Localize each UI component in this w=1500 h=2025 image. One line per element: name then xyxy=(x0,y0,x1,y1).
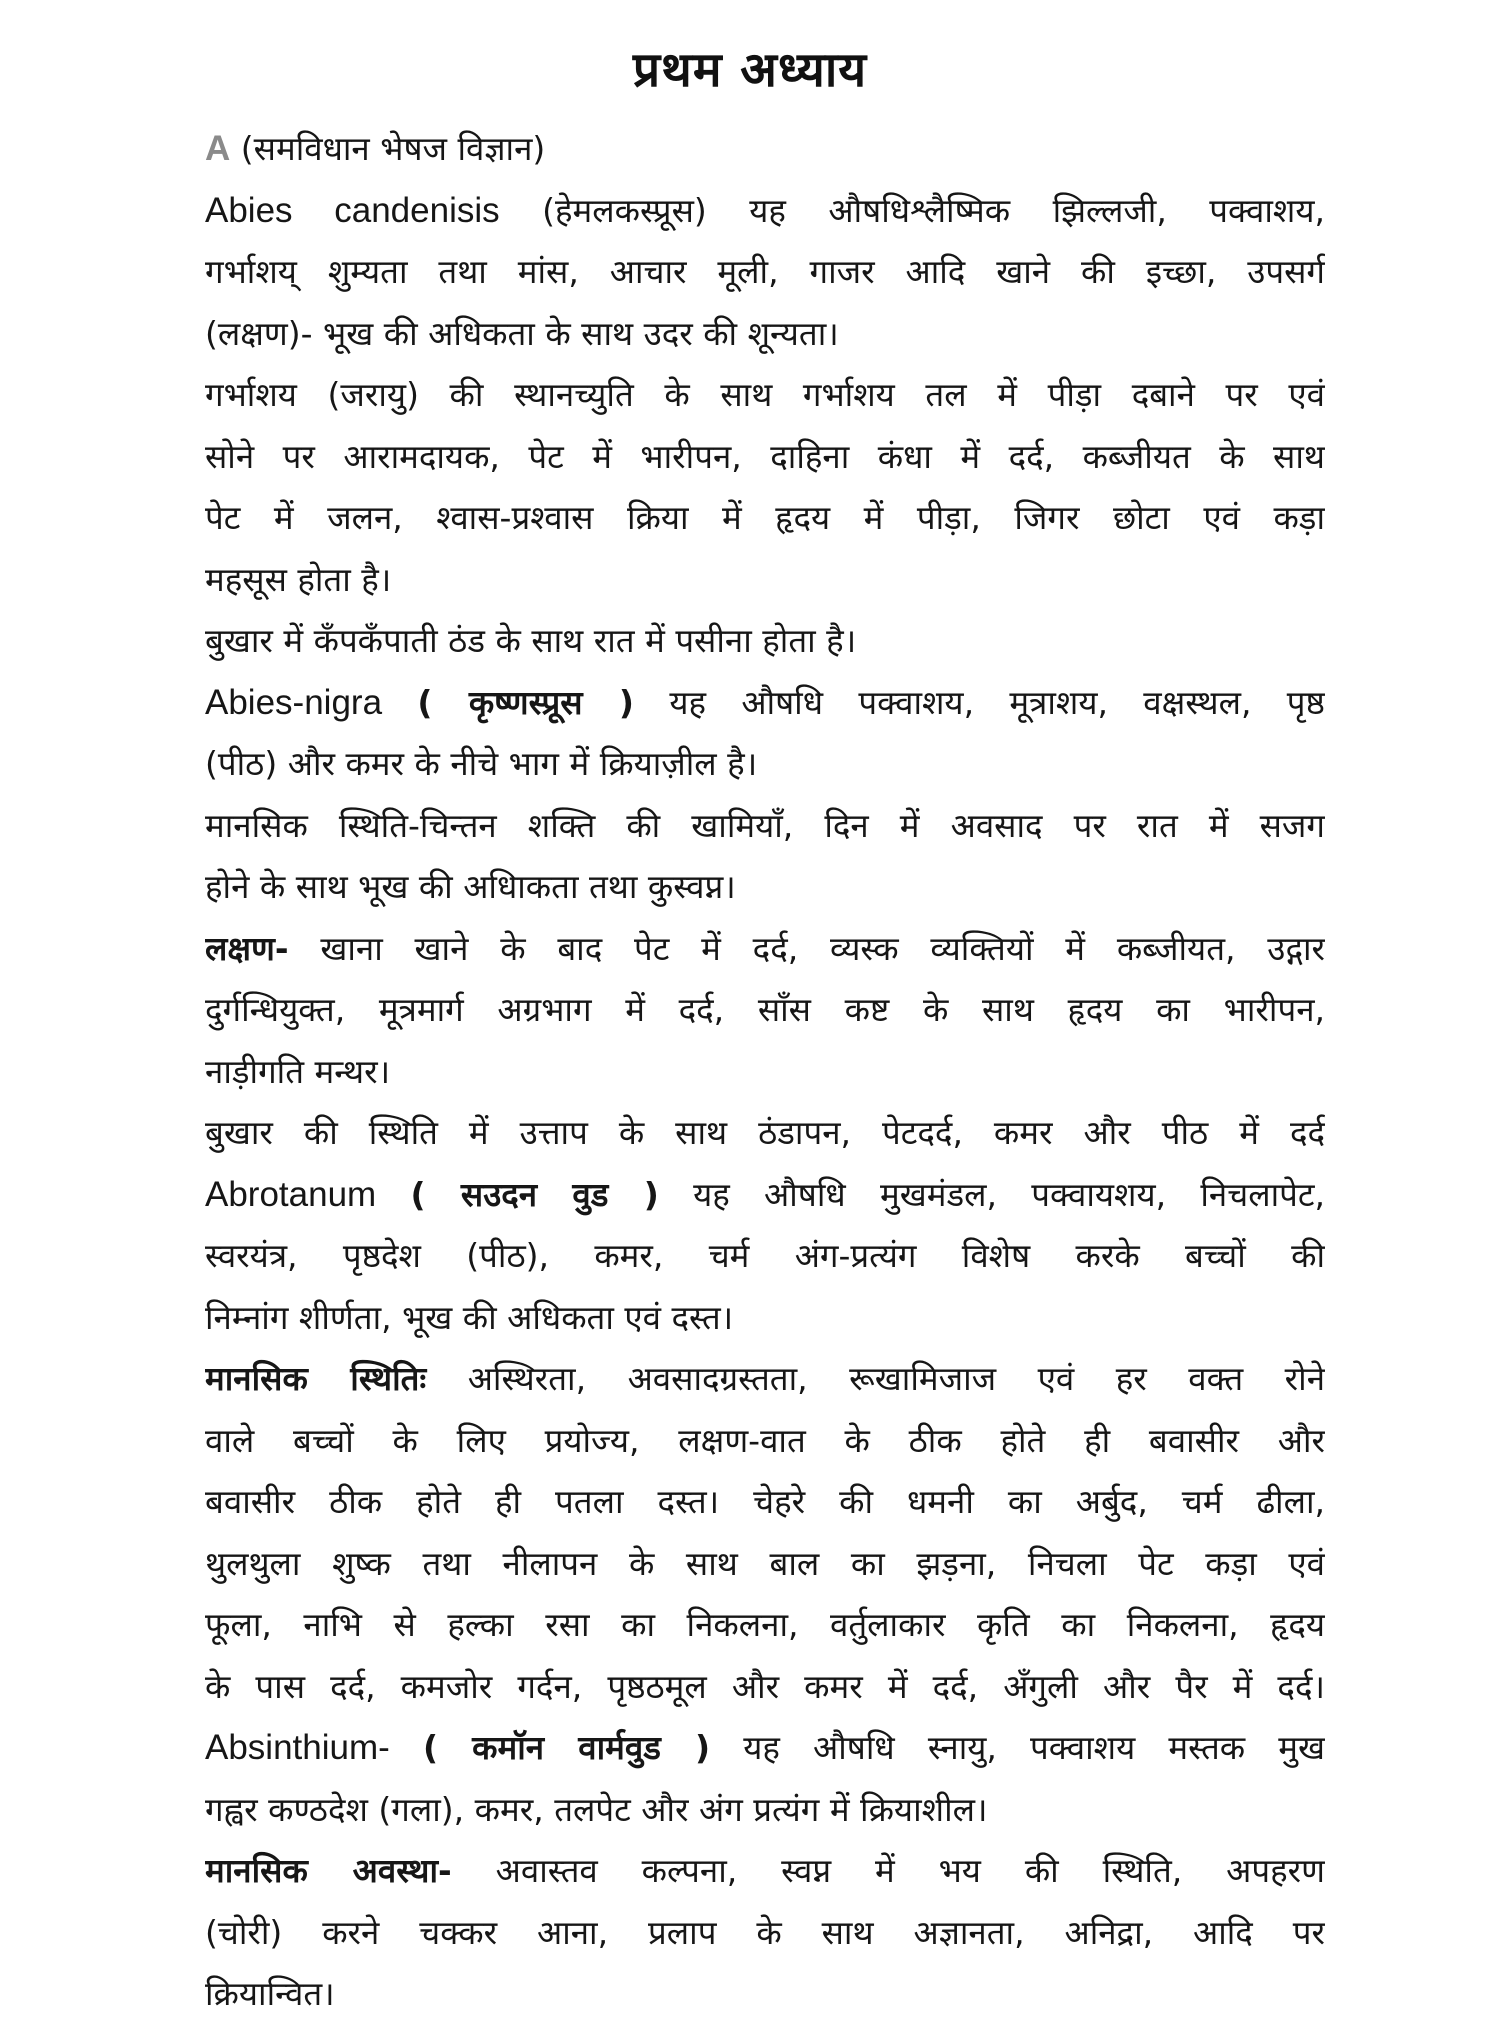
intro-subtitle: (समविधान भेषज विज्ञान) xyxy=(240,129,546,168)
paragraph-text: खाना खाने के बाद पेट में दर्द, व्यस्क व्यक्तियों में कब्जीयत, उद्गार xyxy=(320,928,1325,968)
paragraph-line: मानसिक स्थिति-चिन्तन शक्ति की खामियाँ, दिन में अवसाद पर रात में सजग xyxy=(205,805,1325,845)
remedy-name-hindi: ( कृष्णस्प्रूस ) xyxy=(417,682,634,722)
paragraph-line: वाले बच्चों के लिए प्रयोज्य, लक्षण-वात के ठीक होते ही बवासीर और xyxy=(205,1420,1325,1460)
mental-state-line xyxy=(205,1840,1325,1902)
symptom-label: लक्षण- xyxy=(205,928,289,968)
paragraph-line: निम्नांग शीर्णता, भूख की अधिकता एवं दस्त। xyxy=(205,1297,734,1337)
mental-state-line xyxy=(205,1348,1325,1410)
paragraph-line: गह्वर कण्ठदेश (गला), कमर, तलपेट और अंग प्रत्यंग में क्रियाशील। xyxy=(205,1789,988,1829)
paragraph-line: पेट में जलन, श्वास-प्रश्वास क्रिया में हृदय में पीड़ा, जिगर छोटा एवं कड़ा xyxy=(205,498,1325,537)
paragraph-line: (पीठ) और कमर के नीचे भाग में क्रियाज़ील है। xyxy=(205,744,758,783)
paragraph-line: बुखार में कँपकँपाती ठंड के साथ रात में पसीना होता है। xyxy=(205,621,857,660)
symptom-line xyxy=(205,918,1325,980)
remedy-name-hindi: (हेमलकस्प्रूस) xyxy=(542,190,707,230)
entry-heading-line xyxy=(205,1717,1325,1779)
remedy-name-hindi: ( सउदन वुड ) xyxy=(410,1174,659,1214)
paragraph-line: (चोरी) करने चक्कर आना, प्रलाप के साथ अज्ञानता, अनिद्रा, आदि पर xyxy=(205,1912,1325,1952)
paragraph-line: क्रियान्वित। xyxy=(205,1974,335,2013)
paragraph-line: फूला, नाभि से हल्का रसा का निकलना, वर्तुलाकार कृति का निकलना, हृदय xyxy=(205,1605,1325,1644)
paragraph-line: थुलथुला शुष्क तथा नीलापन के साथ बाल का झड़ना, निचला पेट कड़ा एवं xyxy=(205,1543,1325,1583)
paragraph-line: स्वरयंत्र, पृष्ठदेश (पीठ), कमर, चर्म अंग-प्रत्यंग विशेष करके बच्चों की xyxy=(205,1236,1325,1275)
paragraph-line: नाड़ीगति मन्थर। xyxy=(205,1051,391,1091)
mental-state-label: मानसिक अवस्था- xyxy=(205,1851,452,1890)
paragraph-text: अवास्तव कल्पना, स्वप्न में भय की स्थिति, अपहरण xyxy=(495,1851,1325,1890)
paragraph-text: यह औषधि स्नायु, पक्वाशय मस्तक मुख xyxy=(743,1728,1325,1767)
chapter-title: प्रथम अध्याय xyxy=(632,42,868,98)
paragraph-line: बुखार की स्थिति में उत्ताप के साथ ठंडापन, पेटदर्द, कमर और पीठ में दर्द xyxy=(205,1113,1325,1152)
paragraph-text: यह औषधिश्लैष्मिक झिल्लजी, पक्वाशय, xyxy=(749,190,1325,230)
remedy-name-latin: Abrotanum xyxy=(205,1174,377,1214)
remedy-name-hindi: ( कमॉन वार्मवुड ) xyxy=(422,1728,711,1767)
paragraph-line: महसूस होता है। xyxy=(205,559,392,599)
mental-state-label: मानसिक स्थितिः xyxy=(205,1359,427,1398)
intro-letter: A xyxy=(205,129,231,168)
paragraph-line: बवासीर ठीक होते ही पतला दस्त। चेहरे की धमनी का अर्बुद, चर्म ढीला, xyxy=(205,1482,1325,1521)
paragraph-line: गर्भाशय् शुम्यता तथा मांस, आचार मूली, गाजर आदि खाने की इच्छा, उपसर्ग xyxy=(205,252,1325,291)
remedy-name-latin: Abies-nigra xyxy=(205,682,383,722)
entry-heading-line xyxy=(205,672,1325,734)
paragraph-text: यह औषधि मुखमंडल, पक्वायशय, निचलापेट, xyxy=(693,1174,1325,1214)
paragraph-line: गर्भाशय (जरायु) की स्थानच्युति के साथ गर्भाशय तल में पीड़ा दबाने पर एवं xyxy=(205,375,1325,414)
paragraph-line: सोने पर आरामदायक, पेट में भारीपन, दाहिना कंधा में दर्द, कब्जीयत के साथ xyxy=(205,436,1325,476)
chapter-body xyxy=(205,118,1325,2025)
paragraph-text: अस्थिरता, अवसादग्रस्तता, रूखामिजाज एवं हर वक्त रोने xyxy=(467,1359,1325,1398)
paragraph-line: होने के साथ भूख की अधिाकता तथा कुस्वप्न। xyxy=(205,867,736,906)
entry-heading-line xyxy=(205,1164,1325,1226)
remedy-name-latin: Abies candenisis xyxy=(205,190,500,230)
paragraph-line: दुर्गन्धियुक्त, मूत्रमार्ग अग्रभाग में दर्द, साँस कष्ट के साथ हृदय का भारीपन, xyxy=(205,990,1325,1029)
paragraph-line: के पास दर्द, कमजोर गर्दन, पृष्ठठमूल और कमर में दर्द, अँगुली और पैर में दर्द। xyxy=(205,1666,1325,1706)
paragraph-text: यह औषधि पक्वाशय, मूत्राशय, वक्षस्थल, पृष्ठ xyxy=(669,682,1325,722)
paragraph-line: (लक्षण)- भूख की अधिकता के साथ उदर की शून्यता। xyxy=(205,313,839,353)
entry-heading-line xyxy=(205,180,1325,242)
remedy-name-latin: Absinthium- xyxy=(205,1728,390,1767)
intro-line xyxy=(205,118,1325,180)
